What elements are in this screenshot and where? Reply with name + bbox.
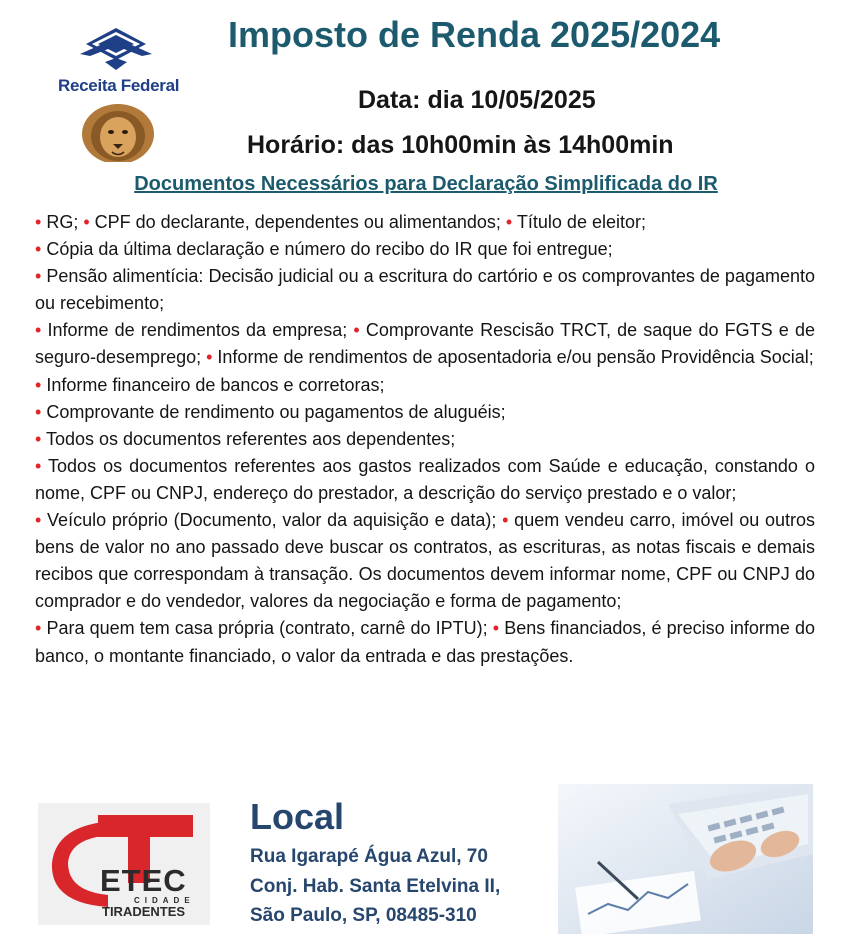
- event-date: Data: dia 10/05/2025: [358, 86, 596, 114]
- etec-logo-text: ETEC: [100, 863, 187, 898]
- document-item: Cópia da última declaração e número do recibo do IR que foi entregue;: [41, 239, 613, 260]
- etec-logo-sub1: CIDADE: [134, 896, 195, 905]
- address-line-3: São Paulo, SP, 08485-310: [250, 905, 477, 926]
- document-item: Comprovante de rendimento ou pagamentos de aluguéis;: [41, 401, 506, 422]
- document-item: Todos os documentos referentes aos dependentes;: [41, 428, 456, 449]
- bullet-icon: •: [206, 347, 213, 368]
- etec-logo-sub2: TIRADENTES: [102, 904, 186, 919]
- lion-icon: [82, 104, 154, 162]
- bullet-icon: •: [35, 455, 42, 476]
- document-item: Informe financeiro de bancos e corretoras;: [41, 374, 385, 395]
- bullet-icon: •: [83, 212, 90, 232]
- bullet-icon: •: [35, 239, 42, 260]
- receita-emblem-icon: [80, 28, 152, 70]
- document-item: Bens financiados, é preciso informe do banco, o montante financiado, o valor da entrada e das prestações.: [35, 618, 815, 666]
- bullet-icon: •: [35, 212, 42, 232]
- document-item: Informe de rendimentos de aposentadoria e/ou pensão Providência Social;: [212, 347, 814, 368]
- laptop-typing-photo: [558, 784, 813, 934]
- etec-logo: [38, 803, 210, 925]
- address-line-1: Rua Igarapé Água Azul, 70: [250, 846, 488, 867]
- document-item: quem vendeu carro, imóvel ou outros bens de valor no ano passado deve buscar os contratos, as escrituras, as notas fiscais e demais recibos que correspondam à transação. Os documentos devem informar nome, CPF ou CNPJ do comprador e do vendedor, valores da negociação e forma de pagamento;: [35, 510, 815, 612]
- location-title: Local: [250, 796, 345, 837]
- document-paragraph: [35, 263, 815, 317]
- document-paragraph: [35, 453, 815, 507]
- document-item: Veículo próprio (Documento, valor da aquisição e data);: [41, 510, 503, 531]
- document-item: Pensão alimentícia: Decisão judicial ou a escritura do cartório e os comprovantes de pagamento ou recebimento;: [35, 266, 815, 314]
- document-paragraph: [35, 236, 815, 263]
- bullet-icon: •: [35, 401, 42, 422]
- document-paragraph: [35, 317, 815, 371]
- bullet-icon: •: [35, 320, 42, 341]
- document-item: Para quem tem casa própria (contrato, carnê do IPTU);: [41, 618, 493, 639]
- document-paragraph: [35, 399, 815, 426]
- bullet-icon: •: [492, 618, 500, 639]
- bullet-icon: •: [35, 266, 42, 287]
- document-item: Título de eleitor;: [512, 212, 646, 232]
- bullet-icon: •: [505, 212, 513, 232]
- document-paragraph: [35, 209, 815, 236]
- document-item: Informe de rendimentos da empresa;: [41, 320, 354, 341]
- bullet-icon: •: [35, 510, 42, 531]
- document-paragraph: [35, 426, 815, 453]
- bullet-icon: •: [353, 320, 360, 341]
- documents-heading: Documentos Necessários para Declaração Simplificada do IR: [134, 173, 718, 195]
- document-paragraph: [35, 372, 815, 399]
- bullet-icon: •: [35, 428, 42, 449]
- event-time: Horário: das 10h00min às 14h00min: [247, 131, 674, 159]
- receita-federal-label: Receita Federal: [58, 76, 180, 95]
- documents-list: [35, 209, 815, 670]
- bullet-icon: •: [35, 374, 42, 395]
- document-paragraph: [35, 507, 815, 615]
- document-item: RG;: [41, 212, 84, 232]
- document-item: Comprovante Rescisão TRCT, de saque do FGTS e de seguro-desemprego;: [35, 320, 815, 368]
- document-item: Todos os documentos referentes aos gastos realizados com Saúde e educação, constando o nome, CPF ou CNPJ, endereço do prestador, a descrição do serviço prestado e o valor;: [35, 455, 815, 503]
- bullet-icon: •: [502, 510, 509, 531]
- page-title: Imposto de Renda 2025/2024: [228, 14, 721, 55]
- document-paragraph: [35, 615, 815, 669]
- bullet-icon: •: [35, 618, 42, 639]
- address-line-2: Conj. Hab. Santa Etelvina II,: [250, 876, 501, 897]
- document-item: CPF do declarante, dependentes ou alimentandos;: [89, 212, 506, 232]
